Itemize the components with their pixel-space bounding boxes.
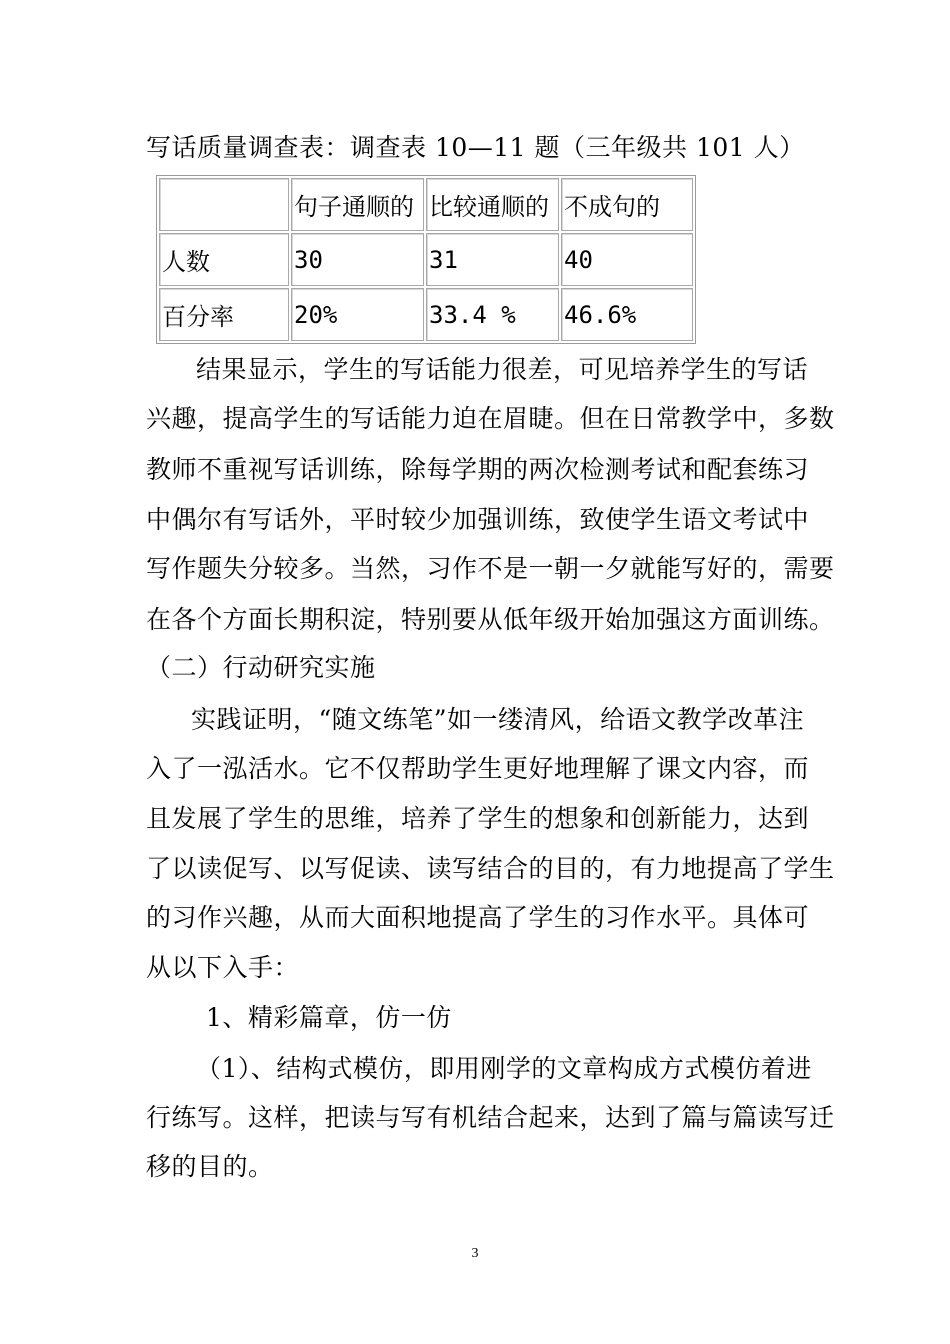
paragraph-line: 实践证明，“随文练笔”如一缕清风，给语文教学改革注 <box>191 705 805 734</box>
paragraph-line: 教师不重视写话训练，除每学期的两次检测考试和配套练习 <box>146 455 810 484</box>
paragraph-line: 且发展了学生的思维，培养了学生的想象和创新能力，达到 <box>146 804 810 833</box>
table-header-cell: 句子通顺的 <box>291 178 424 231</box>
section-heading: （二）行动研究实施 <box>146 653 376 682</box>
row-label: 百分率 <box>159 288 289 341</box>
paragraph-line: 行练写。这样，把读与写有机结合起来，达到了篇与篇读写迁 <box>146 1103 835 1132</box>
table-cell: 33.4 % <box>426 288 559 341</box>
paragraph-line: 入了一泓活水。它不仅帮助学生更好地理解了课文内容，而 <box>146 754 810 783</box>
table-row <box>159 288 693 341</box>
survey-table <box>156 175 696 344</box>
page-number: 3 <box>471 1246 479 1261</box>
paragraph-line: 了以读促写、以写促读、读写结合的目的，有力地提高了学生 <box>146 854 835 883</box>
table-cell: 20% <box>291 288 424 341</box>
row-label: 人数 <box>159 233 289 286</box>
paragraph-line: 结果显示，学生的写话能力很差，可见培养学生的写话 <box>196 355 809 384</box>
paragraph-line: 写作题失分较多。当然，习作不是一朝一夕就能写好的，需要 <box>146 554 835 583</box>
paragraph-line: 兴趣，提高学生的写话能力迫在眉睫。但在日常教学中，多数 <box>146 404 835 433</box>
table-header-row <box>159 178 693 231</box>
subheading: 1、精彩篇章，仿一仿 <box>206 1003 452 1032</box>
table-row <box>159 233 693 286</box>
table-caption: 写话质量调查表：调查表 10—11 题（三年级共 101 人） <box>146 133 805 162</box>
paragraph-line: （1）、结构式模仿，即用刚学的文章构成方式模仿着进 <box>196 1054 812 1083</box>
table-cell: 30 <box>291 233 424 286</box>
paragraph-line: 的习作兴趣，从而大面积地提高了学生的习作水平。具体可 <box>146 903 810 932</box>
paragraph-line: 从以下入手： <box>146 953 300 982</box>
table-header-cell <box>159 178 289 231</box>
paragraph-line: 移的目的。 <box>146 1152 274 1181</box>
table-header-cell: 比较通顺的 <box>426 178 559 231</box>
paragraph-line: 中偶尔有写话外，平时较少加强训练，致使学生语文考试中 <box>146 505 810 534</box>
table-cell: 31 <box>426 233 559 286</box>
table-cell: 40 <box>561 233 693 286</box>
paragraph-line: 在各个方面长期积淀，特别要从低年级开始加强这方面训练。 <box>146 605 835 634</box>
table-header-cell: 不成句的 <box>561 178 693 231</box>
table-cell: 46.6% <box>561 288 693 341</box>
